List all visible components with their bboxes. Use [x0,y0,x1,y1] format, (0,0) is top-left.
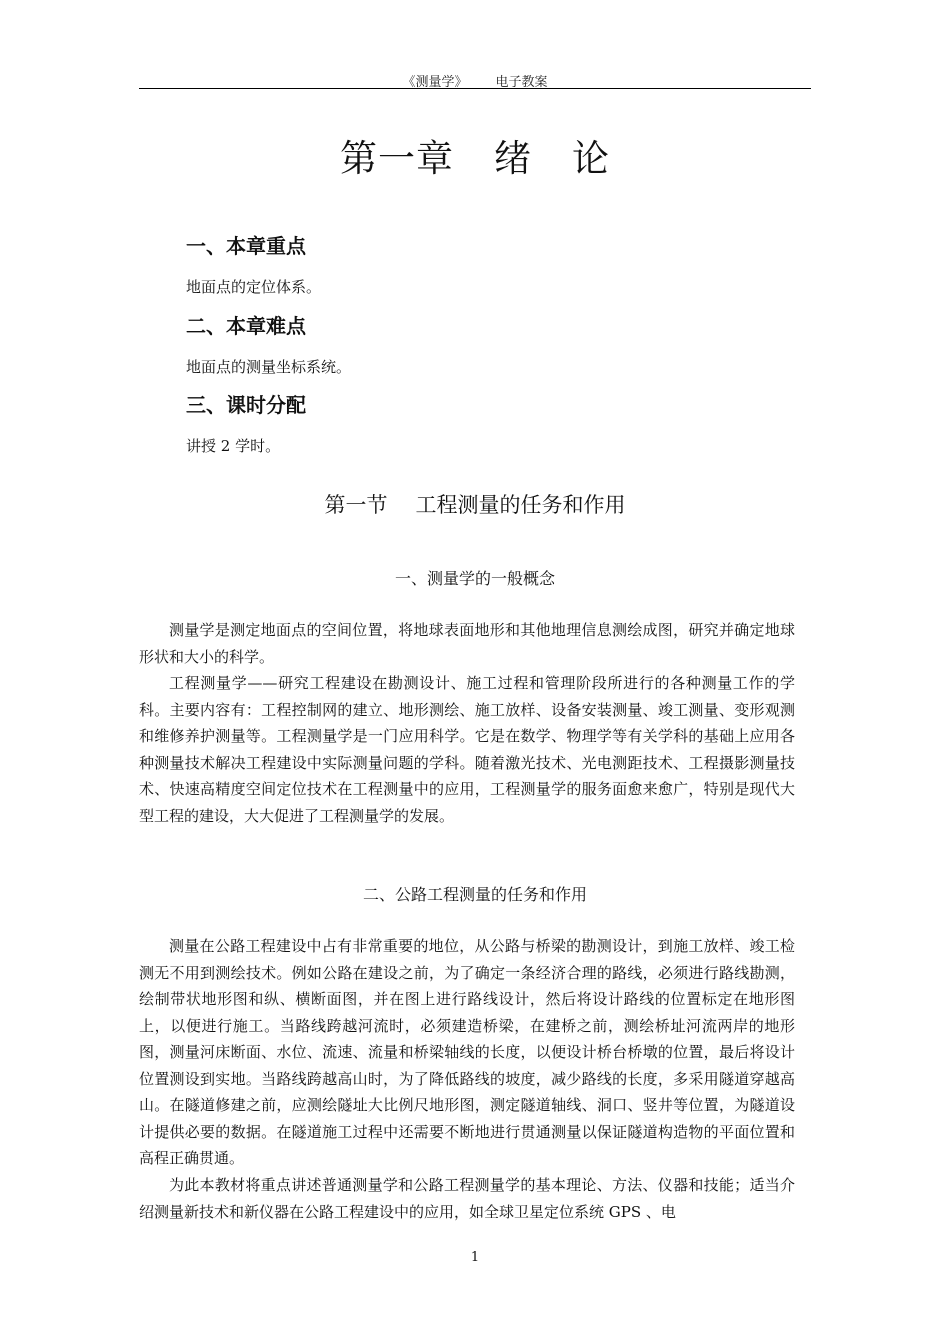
section-title [139,489,811,519]
paragraph-survey-definition: 测量学是测定地面点的空间位置，将地球表面地形和其他地理信息测绘成图，研究并确定地球形状和大小的科学。 [139,621,795,666]
hours-text: 讲授 2 学时。 [186,437,281,455]
header-book-title: 《测量学》 [402,75,468,90]
chapter-word-2: 论 [572,137,610,180]
page-number: 1 [470,1250,480,1265]
chapter-word-1: 绪 [494,137,532,180]
paragraph-engineering-survey: 工程测量学——研究工程建设在勘测设计、施工过程和管理阶段所进行的各种测量工作的学科。主要内容有：工程控制网的建立、地形测绘、施工放样、设备安装测量、竣工测量、变形观测和维修养护测量等。工程测量学是一门应用科学。它是在数学、物理学等有关学科的基础上应用各种测量技术解决工程建设中实际测量问题的学科。随着激光技术、光电测距技术、工程摄影测量技术、快速高精度空间定位技术在工程测量中的应用，工程测量学的服务面愈来愈广，特别是现代大型工程的建设，大大促进了工程测量学的发展。 [139,674,795,825]
focus-text: 地面点的定位体系。 [186,278,322,296]
chapter-title [139,128,811,182]
paragraph-textbook-scope: 为此本教材将重点讲述普通测量学和公路工程测量学的基本理论、方法、仪器和技能；适当介绍测量新技术和新仪器在公路工程建设中的应用，如全球卫星定位系统 GPS 、电 [139,1176,795,1221]
paragraph-highway-survey: 测量在公路工程建设中占有非常重要的地位，从公路与桥梁的勘测设计，到施工放样、竣工检测无不用到测绘技术。例如公路在建设之前，为了确定一条经济合理的路线，必须进行路线勘测，绘制带状地形图和纵、横断面图，并在图上进行路线设计，然后将设计路线的位置标定在地形图上，以便进行施工。当路线跨越河流时，必须建造桥梁，在建桥之前，测绘桥址河流两岸的地形图，测量河床断面、水位、流速、流量和桥梁轴线的长度，以便设计桥台桥墩的位置，最后将设计位置测设到实地。当路线跨越高山时，为了降低路线的坡度，减少路线的长度，多采用隧道穿越高山。在隧道修建之前，应测绘隧址大比例尺地形图，测定隧道轴线、洞口、竖井等位置，为隧道设计提供必要的数据。在隧道施工过程中还需要不断地进行贯通测量以保证隧道构造物的平面位置和高程正确贯通。 [139,937,795,1167]
chapter-number: 第一章 [340,137,454,180]
header-rule [139,88,811,89]
subsection-2-title: 二、公路工程测量的任务和作用 [362,885,587,904]
section-number: 第一节 [324,493,388,517]
header-label: 电子教案 [495,75,548,90]
hours-heading: 三、课时分配 [186,393,306,417]
difficulty-heading: 二、本章难点 [186,314,306,338]
subsection-1-title: 一、测量学的一般概念 [394,569,555,588]
section-name: 工程测量的任务和作用 [415,493,626,517]
focus-heading: 一、本章重点 [186,234,306,258]
difficulty-text: 地面点的测量坐标系统。 [186,358,352,376]
